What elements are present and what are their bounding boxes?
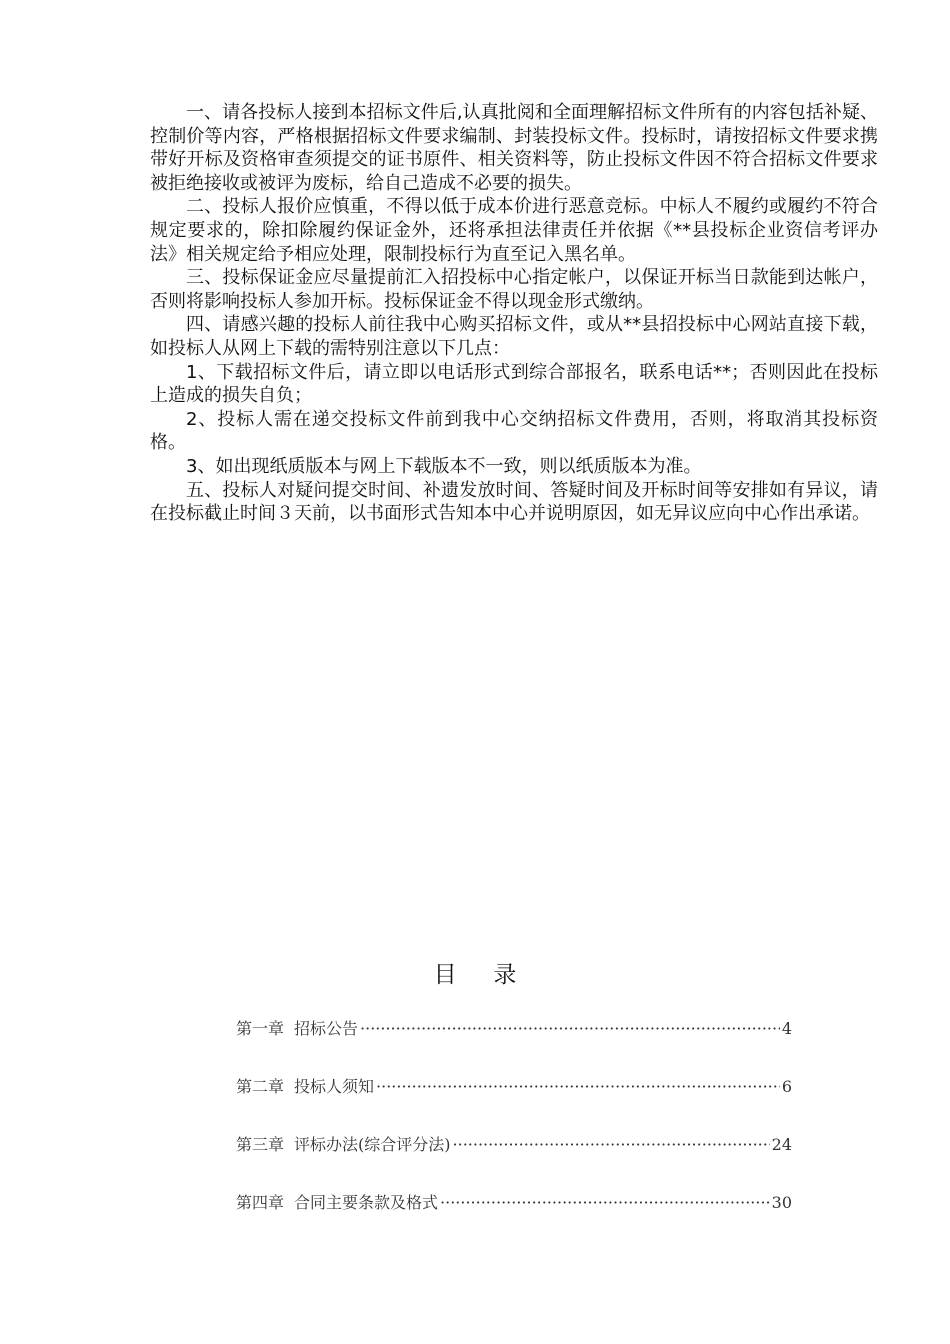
toc-chapter-number: 第三章 [236, 1135, 285, 1154]
toc-chapter-title: 招标公告 [294, 1019, 359, 1038]
toc-entry-chapter-2[interactable] [236, 1075, 792, 1133]
toc-chapter-number: 第一章 [236, 1019, 285, 1038]
notice-paragraph-4-item-3: 3、如出现纸质版本与网上下载版本不一致，则以纸质版本为准。 [186, 455, 702, 477]
notice-paragraph-4-item-2: 2、投标人需在递交投标文件前到我中心交纳招标文件费用，否则，将取消其投标资格。 [150, 408, 878, 454]
notice-paragraph-5: 五、投标人对疑问提交时间、补遗发放时间、答疑时间及开标时间等安排如有异议，请在投标截止时间３天前，以书面形式告知本中心并说明原因，如无异议应向中心作出承诺。 [150, 479, 878, 525]
toc-dot-leader [453, 1133, 770, 1157]
notice-paragraph-4: 四、请感兴趣的投标人前往我中心购买招标文件，或从**县招投标中心网站直接下载，如投标人从网上下载的需特别注意以下几点： [150, 314, 878, 359]
toc-page-number: 30 [771, 1193, 792, 1212]
toc-entry-chapter-4[interactable] [236, 1191, 792, 1249]
notice-paragraph-2: 二、投标人报价应慎重，不得以低于成本价进行恶意竞标。中标人不履约或履约不符合规定要求的，除扣除履约保证金外，还将承担法律责任并依据《**县投标企业资信考评办法》相关规定给予相应处理，限制投标行为直至记入黑名单。 [150, 196, 878, 265]
notice-paragraph-3: 三、投标保证金应尽量提前汇入招投标中心指定帐户，以保证开标当日款能到达帐户，否则将影响投标人参加开标。投标保证金不得以现金形式缴纳。 [150, 267, 878, 312]
toc-dot-leader [376, 1075, 780, 1099]
toc-page-number: 6 [781, 1077, 792, 1096]
table-of-contents [236, 1017, 792, 1249]
notice-body [150, 101, 878, 526]
toc-chapter-number: 第四章 [236, 1193, 285, 1212]
notice-paragraph-1: 一、请各投标人接到本招标文件后,认真批阅和全面理解招标文件所有的内容包括补疑、控制价等内容，严格根据招标文件要求编制、封装投标文件。投标时，请按招标文件要求携带好开标及资格审查须提交的证书原件、相关资料等，防止投标文件因不符合招标文件要求被拒绝接收或被评为废标，给自己造成不必要的损失。 [150, 102, 878, 194]
toc-chapter-title: 投标人须知 [294, 1077, 375, 1096]
toc-page-number: 24 [771, 1135, 792, 1154]
toc-chapter-number: 第二章 [236, 1077, 285, 1096]
toc-dot-leader [440, 1191, 770, 1215]
toc-chapter-title: 合同主要条款及格式 [294, 1193, 439, 1212]
toc-title: 目录 [433, 962, 554, 988]
toc-entry-chapter-3[interactable] [236, 1133, 792, 1191]
notice-paragraph-4-item-1: 1、下载招标文件后，请立即以电话形式到综合部报名，联系电话**；否则因此在投标上造成的损失自负； [150, 361, 878, 407]
toc-entry-chapter-1[interactable] [236, 1017, 792, 1075]
toc-dot-leader [360, 1017, 780, 1041]
toc-page-number: 4 [781, 1019, 792, 1038]
toc-chapter-title: 评标办法(综合评分法) [294, 1135, 451, 1154]
